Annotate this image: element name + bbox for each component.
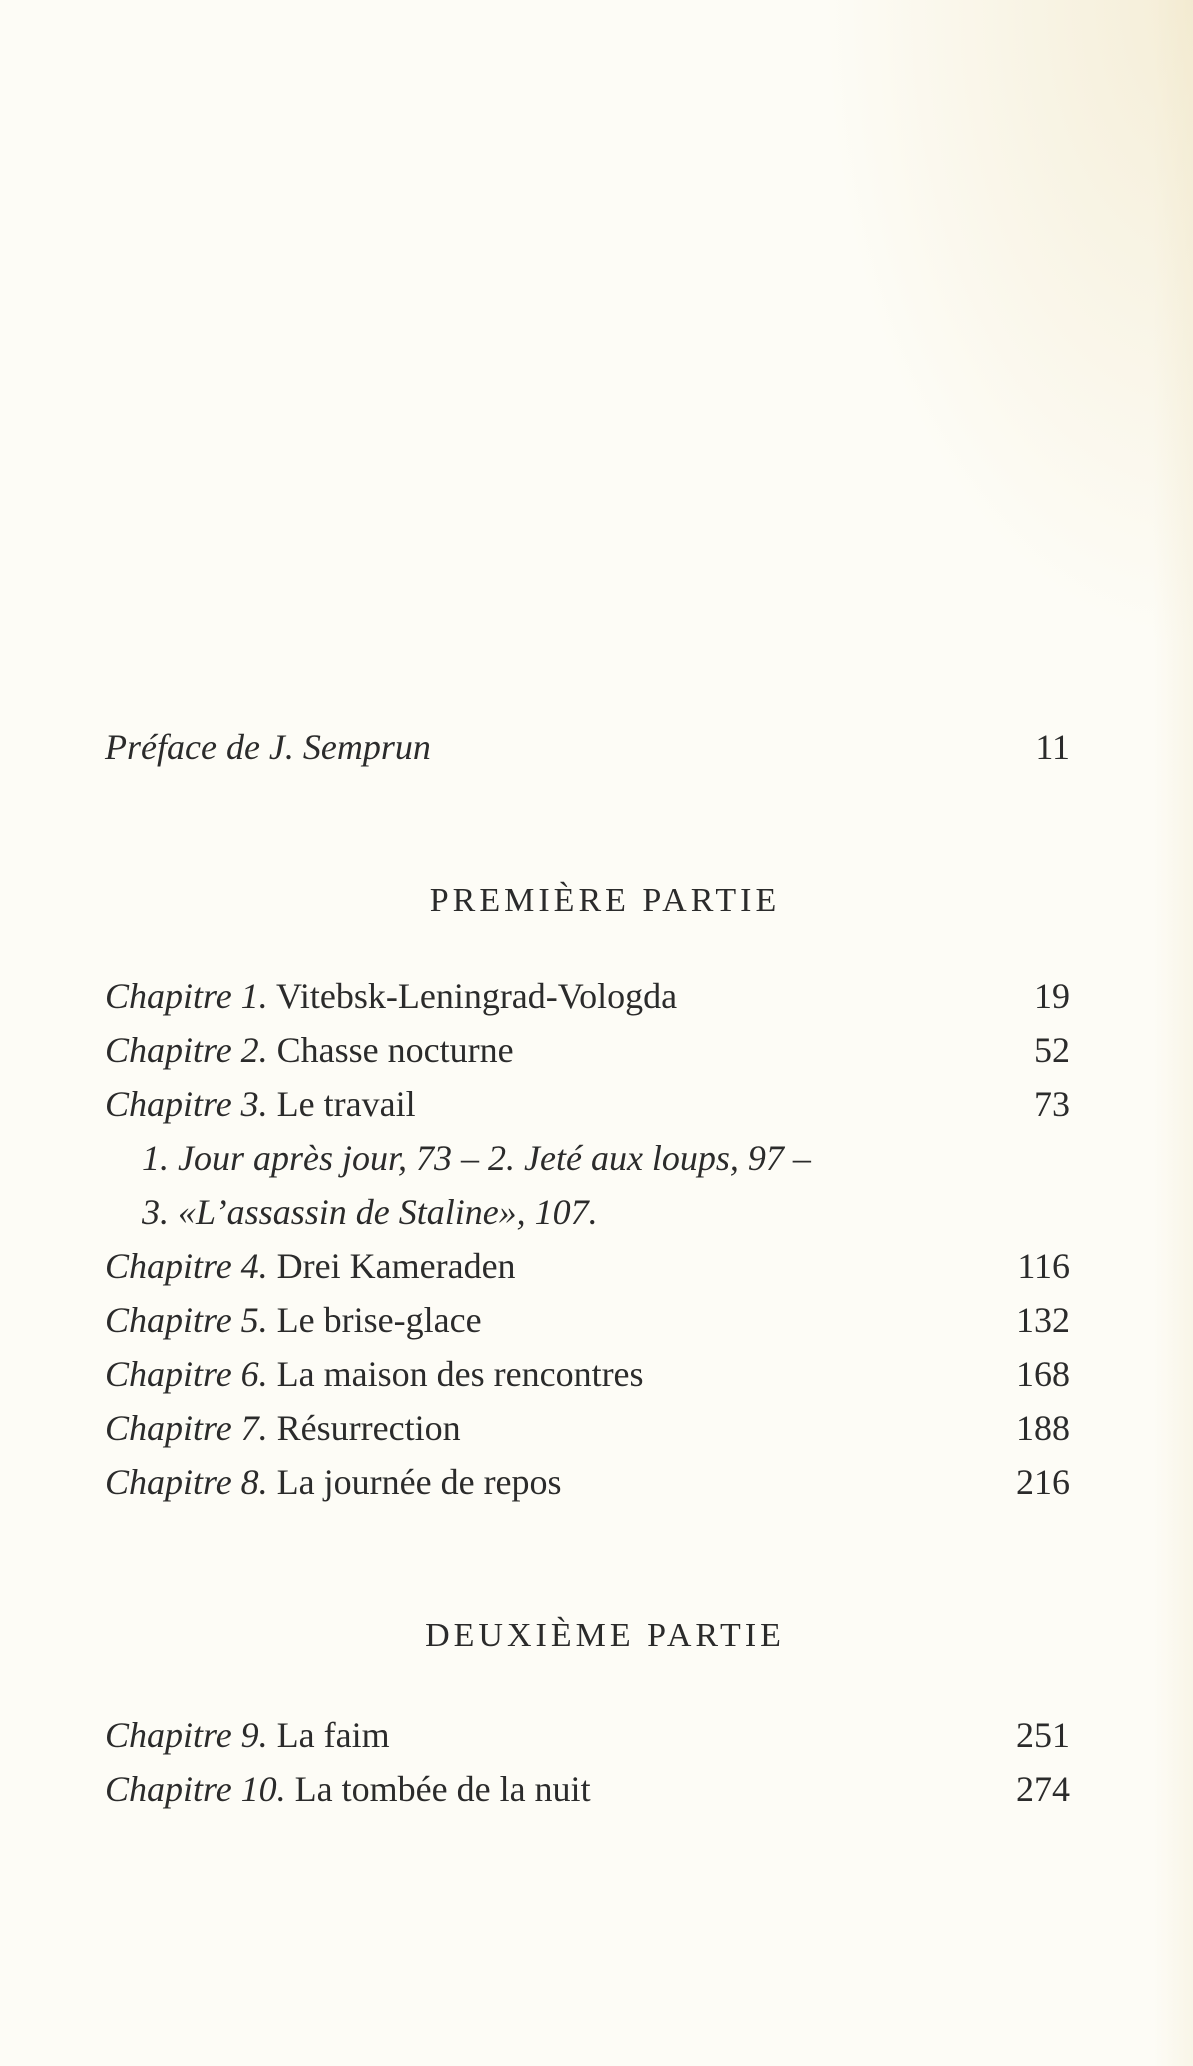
chapter-page: 168 bbox=[1016, 1354, 1070, 1394]
chapter-number: Chapitre 5. bbox=[105, 1300, 268, 1340]
chapter-3-subsections-line-2: 3. «L’assassin de Staline», 107. bbox=[142, 1192, 598, 1232]
chapter-title: Le travail bbox=[276, 1084, 416, 1124]
part-heading-1: PREMIÈRE PARTIE bbox=[429, 882, 781, 919]
chapter-page: 216 bbox=[1016, 1462, 1070, 1502]
chapter-page: 19 bbox=[1034, 976, 1070, 1016]
toc-chapter-4 bbox=[105, 1239, 1070, 1293]
preface-page: 11 bbox=[1035, 727, 1070, 767]
chapter-number: Chapitre 6. bbox=[105, 1354, 268, 1394]
chapter-title: La maison des rencontres bbox=[276, 1354, 644, 1394]
chapter-number: Chapitre 1. bbox=[105, 976, 268, 1016]
chapter-page: 132 bbox=[1016, 1300, 1070, 1340]
toc-preface bbox=[105, 720, 1070, 774]
chapter-title: Le brise-glace bbox=[276, 1300, 482, 1340]
chapter-title: Chasse nocturne bbox=[276, 1030, 514, 1070]
chapter-page: 188 bbox=[1016, 1408, 1070, 1448]
toc-chapter-5 bbox=[105, 1293, 1070, 1347]
toc-chapter-3 bbox=[105, 1077, 1070, 1131]
chapter-page: 251 bbox=[1016, 1715, 1070, 1755]
toc-chapter-9 bbox=[105, 1708, 1070, 1762]
toc-chapter-1 bbox=[105, 969, 1070, 1023]
chapter-number: Chapitre 8. bbox=[105, 1462, 268, 1502]
chapter-title: Drei Kameraden bbox=[276, 1246, 516, 1286]
chapter-number: Chapitre 2. bbox=[105, 1030, 268, 1070]
chapter-title: La tombée de la nuit bbox=[294, 1769, 591, 1809]
toc-chapter-10 bbox=[105, 1762, 1070, 1816]
chapter-page: 116 bbox=[1017, 1246, 1070, 1286]
toc-chapter-6 bbox=[105, 1347, 1070, 1401]
chapter-number: Chapitre 7. bbox=[105, 1408, 268, 1448]
chapter-page: 274 bbox=[1016, 1769, 1070, 1809]
part-heading-2: DEUXIÈME PARTIE bbox=[425, 1617, 785, 1654]
preface-label: Préface de J. Semprun bbox=[105, 727, 431, 767]
toc-chapter-2 bbox=[105, 1023, 1070, 1077]
chapter-title: Résurrection bbox=[276, 1408, 461, 1448]
chapter-3-subsections-line-1: 1. Jour après jour, 73 – 2. Jeté aux loups, 97 – bbox=[142, 1138, 811, 1178]
chapter-title: La faim bbox=[276, 1715, 390, 1755]
chapter-page: 73 bbox=[1034, 1084, 1070, 1124]
toc-chapter-8 bbox=[105, 1455, 1070, 1509]
toc-chapter-7 bbox=[105, 1401, 1070, 1455]
chapter-title: Vitebsk-Leningrad-Vologda bbox=[276, 976, 678, 1016]
chapter-number: Chapitre 3. bbox=[105, 1084, 268, 1124]
chapter-page: 52 bbox=[1034, 1030, 1070, 1070]
chapter-number: Chapitre 9. bbox=[105, 1715, 268, 1755]
chapter-number: Chapitre 4. bbox=[105, 1246, 268, 1286]
table-of-contents bbox=[105, 720, 1070, 1816]
chapter-number: Chapitre 10. bbox=[105, 1769, 286, 1809]
chapter-title: La journée de repos bbox=[276, 1462, 562, 1502]
